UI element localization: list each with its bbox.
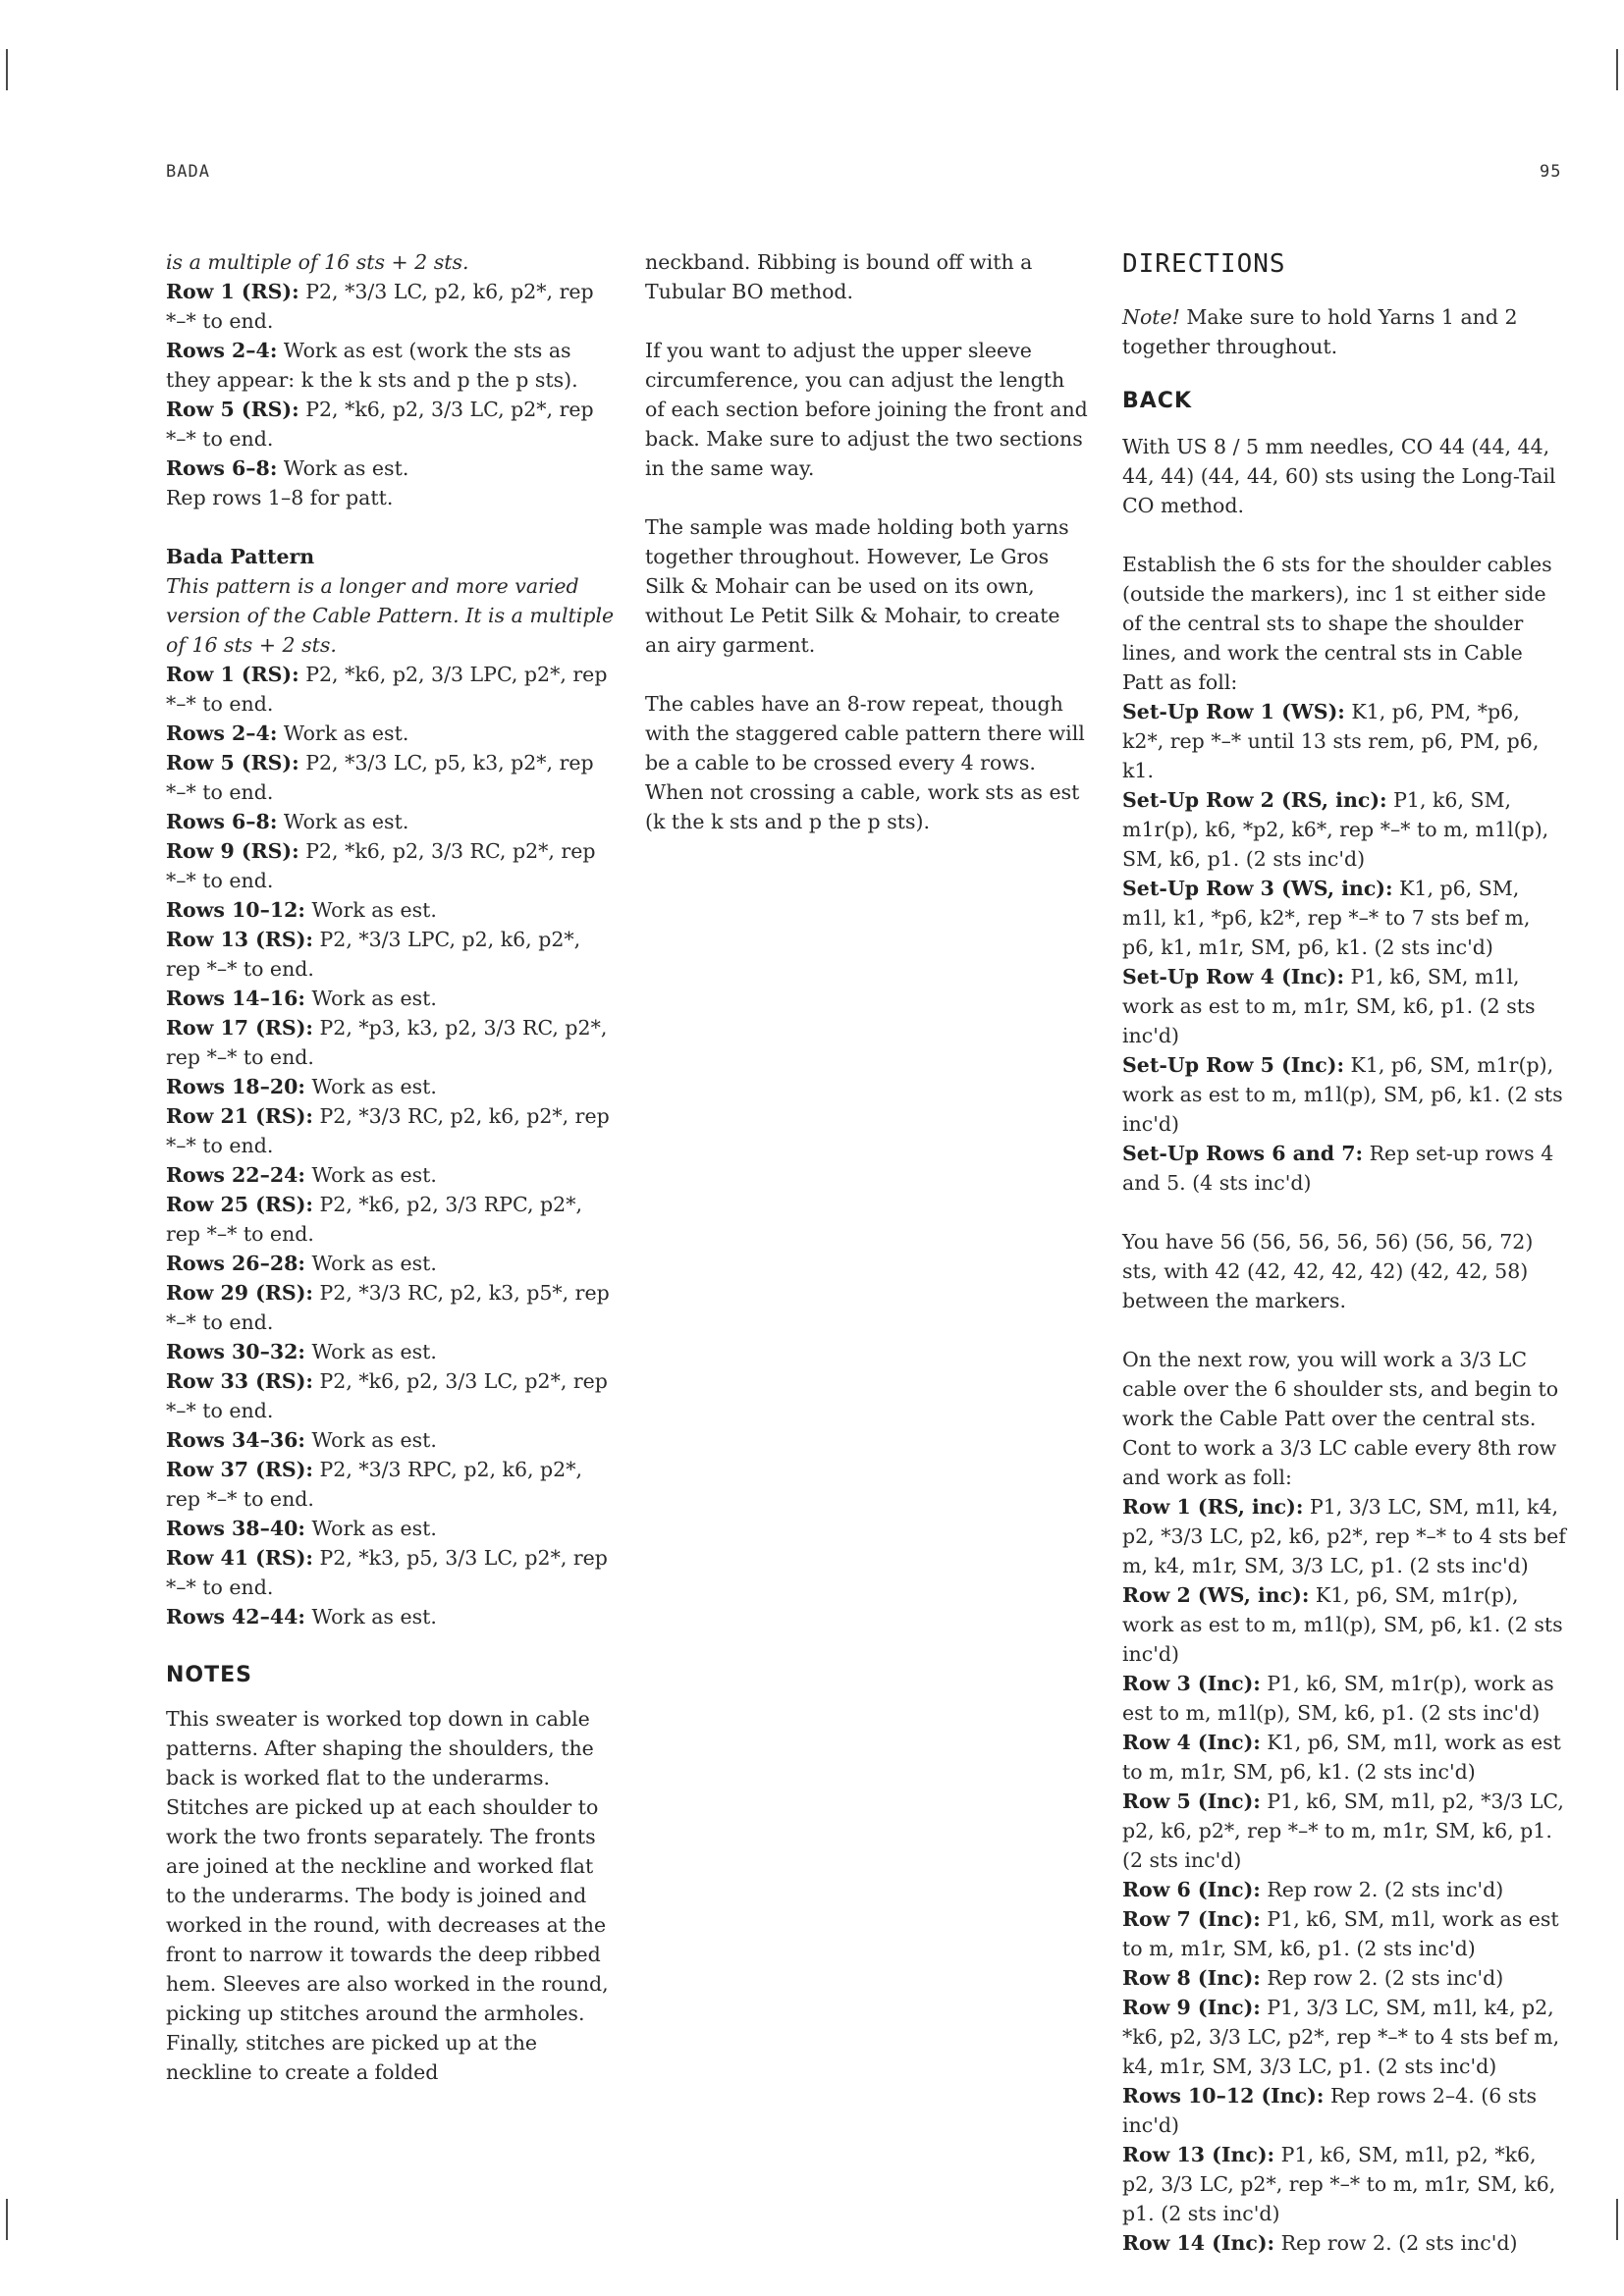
pattern-row: Row 5 (RS): P2, *3/3 LC, p5, k3, p2*, rep *–* to end. xyxy=(166,751,594,804)
pattern-row: Set-Up Rows 6 and 7: Rep set-up rows 4 and 5. (4 sts inc'd) xyxy=(1122,1142,1554,1195)
pattern-row: Rows 42–44: Work as est. xyxy=(166,1605,437,1629)
pattern-row: Rows 26–28: Work as est. xyxy=(166,1252,437,1275)
pattern-row: Set-Up Row 4 (Inc): P1, k6, SM, m1l, work as est to m, m1r, SM, k6, p1. (2 sts inc'd) xyxy=(1122,965,1536,1047)
pattern-row: Row 7 (Inc): P1, k6, SM, m1l, work as est to m, m1r, SM, k6, p1. (2 sts inc'd) xyxy=(1122,1907,1559,1960)
pattern-row: Row 1 (RS): P2, *k6, p2, 3/3 LPC, p2*, rep *–* to end. xyxy=(166,663,608,716)
notes-yarn: The sample was made holding both yarns together throughout. However, Le Gros Silk & Mohair can be used on its own, without Le Petit Silk & Mohair, to create an airy garment. xyxy=(645,515,1069,657)
pattern-row: Row 33 (RS): P2, *k6, p2, 3/3 LC, p2*, rep *–* to end. xyxy=(166,1369,608,1422)
pattern-row: Row 13 (Inc): P1, k6, SM, m1l, p2, *k6, p2, 3/3 LC, p2*, rep *–* to m, m1r, SM, k6, p1. (2 sts inc'd) xyxy=(1122,2143,1556,2225)
column-3 xyxy=(1122,247,1566,2258)
cable-pattern-rows xyxy=(166,277,618,483)
pattern-row: Row 29 (RS): P2, *3/3 RC, p2, k3, p5*, rep *–* to end. xyxy=(166,1281,610,1334)
back-rows xyxy=(1122,1492,1566,2258)
pattern-row: Rows 22–24: Work as est. xyxy=(166,1163,437,1187)
notes-sleeve-adjust: If you want to adjust the upper sleeve circumference, you can adjust the length of each section before joining the front and back. Make sure to adjust the two sections in the same way. xyxy=(645,339,1088,480)
back-next-row: On the next row, you will work a 3/3 LC cable over the 6 shoulder sts, and begin to work the Cable Patt over the central sts. Cont to work a 3/3 LC cable every 8th row and work as foll: xyxy=(1122,1348,1559,1489)
pattern-row: Row 1 (RS, inc): P1, 3/3 LC, SM, m1l, k4, p2, *3/3 LC, p2, k6, p2*, rep *–* to 4 sts bef m, k4, m1r, SM, 3/3 LC, p1. (2 sts inc'd) xyxy=(1122,1495,1566,1577)
pattern-row: Rows 30–32: Work as est. xyxy=(166,1340,437,1363)
pattern-row: Row 14 (Inc): Rep row 2. (2 sts inc'd) xyxy=(1122,2231,1518,2255)
pattern-row: Row 4 (Inc): K1, p6, SM, m1l, work as est to m, m1r, SM, p6, k1. (2 sts inc'd) xyxy=(1122,1731,1561,1784)
pattern-row: Row 9 (Inc): P1, 3/3 LC, SM, m1l, k4, p2, *k6, p2, 3/3 LC, p2*, rep *–* to 4 sts bef m, k4, m1r, SM, 3/3 LC, p1. (2 sts inc'd) xyxy=(1122,1996,1560,2078)
pattern-row: Rows 14–16: Work as est. xyxy=(166,987,437,1010)
pattern-row: Set-Up Row 2 (RS, inc): P1, k6, SM, m1r(p), k6, *p2, k6*, rep *–* to m, m1l(p), SM, k6, p1. (2 sts inc'd) xyxy=(1122,788,1549,871)
column-2 xyxy=(645,247,1089,836)
pattern-row: Set-Up Row 5 (Inc): K1, p6, SM, m1r(p), work as est to m, m1l(p), SM, p6, k1. (2 sts inc'd) xyxy=(1122,1053,1563,1136)
back-stitch-count: You have 56 (56, 56, 56, 56) (56, 56, 72) sts, with 42 (42, 42, 42, 42) (42, 42, 58) between the markers. xyxy=(1122,1230,1534,1312)
pattern-row: Row 37 (RS): P2, *3/3 RPC, p2, k6, p2*, rep *–* to end. xyxy=(166,1458,582,1511)
pattern-row: Set-Up Row 3 (WS, inc): K1, p6, SM, m1l, k1, *p6, k2*, rep *–* to 7 sts bef m, p6, k1, m1r, SM, p6, k1. (2 sts inc'd) xyxy=(1122,877,1531,959)
directions-note: Note! Make sure to hold Yarns 1 and 2 together throughout. xyxy=(1122,305,1518,358)
notes-text: This sweater is worked top down in cable patterns. After shaping the shoulders, the back is worked flat to the underarms. Stitches are picked up at each shoulder to work the two fronts separately. The fronts are joined at the neckline and worked flat to the underarms. The body is joined and worked in the round, with decreases at the front to narrow it towards the deep ribbed hem. Sleeves are also worked in the round, picking up stitches around the armholes. Finally, stitches are picked up at the neckline to create a folded xyxy=(166,1707,609,2084)
running-head-title: BADA xyxy=(166,162,210,182)
bada-pattern-title: Bada Pattern xyxy=(166,545,315,568)
pattern-row: Set-Up Row 1 (WS): K1, p6, PM, *p6, k2*, rep *–* until 13 sts rem, p6, PM, p6, k1. xyxy=(1122,700,1540,782)
pattern-row: Row 17 (RS): P2, *p3, k3, p2, 3/3 RC, p2*, rep *–* to end. xyxy=(166,1016,608,1069)
pattern-row: Row 21 (RS): P2, *3/3 RC, p2, k6, p2*, rep *–* to end. xyxy=(166,1104,610,1157)
pattern-row: Rows 10–12: Work as est. xyxy=(166,898,437,922)
pattern-row: Row 5 (RS): P2, *k6, p2, 3/3 LC, p2*, rep *–* to end. xyxy=(166,398,594,451)
pattern-row: Rows 34–36: Work as est. xyxy=(166,1428,437,1452)
setup-rows xyxy=(1122,697,1566,1198)
directions-heading: DIRECTIONS xyxy=(1122,249,1286,279)
pattern-row: Rows 6–8: Work as est. xyxy=(166,810,409,833)
pattern-row: Row 8 (Inc): Rep row 2. (2 sts inc'd) xyxy=(1122,1966,1504,1990)
pattern-row: Rows 10–12 (Inc): Rep rows 2–4. (6 sts inc'd) xyxy=(1122,2084,1538,2137)
pattern-row: Row 5 (Inc): P1, k6, SM, m1l, p2, *3/3 LC, p2, k6, p2*, rep *–* to m, m1r, SM, k6, p1. (2 sts inc'd) xyxy=(1122,1789,1564,1872)
pattern-row: Row 41 (RS): P2, *k3, p5, 3/3 LC, p2*, rep *–* to end. xyxy=(166,1546,608,1599)
crop-mark-top-right xyxy=(1616,49,1618,90)
column-1 xyxy=(166,247,618,2087)
pattern-row: Row 6 (Inc): Rep row 2. (2 sts inc'd) xyxy=(1122,1878,1504,1901)
pattern-row: Row 3 (Inc): P1, k6, SM, m1r(p), work as est to m, m1l(p), SM, k6, p1. (2 sts inc'd) xyxy=(1122,1672,1554,1725)
pattern-row: Row 1 (RS): P2, *3/3 LC, p2, k6, p2*, rep *–* to end. xyxy=(166,280,594,333)
cable-pattern-intro: is a multiple of 16 sts + 2 sts. xyxy=(166,250,469,274)
pattern-row: Rows 18–20: Work as est. xyxy=(166,1075,437,1098)
pattern-row: Row 9 (RS): P2, *k6, p2, 3/3 RC, p2*, rep *–* to end. xyxy=(166,839,596,892)
page-number: 95 xyxy=(1540,162,1562,182)
bada-pattern-description: This pattern is a longer and more varied version of the Cable Pattern. It is a multiple of 16 sts + 2 sts. xyxy=(166,574,615,657)
notes-cables: The cables have an 8-row repeat, though with the staggered cable pattern there will be a cable to be crossed every 4 rows. When not crossing a cable, work sts as est (k the k sts and p the p sts). xyxy=(645,692,1085,833)
pattern-row: Row 2 (WS, inc): K1, p6, SM, m1r(p), work as est to m, m1l(p), SM, p6, k1. (2 sts inc'd) xyxy=(1122,1583,1563,1666)
pattern-row: Rows 2–4: Work as est (work the sts as they appear: k the k sts and p the p sts). xyxy=(166,339,578,392)
pattern-row: Row 13 (RS): P2, *3/3 LPC, p2, k6, p2*, rep *–* to end. xyxy=(166,928,581,981)
pattern-row: Rows 38–40: Work as est. xyxy=(166,1517,437,1540)
back-cast-on: With US 8 / 5 mm needles, CO 44 (44, 44, 44, 44) (44, 44, 60) sts using the Long-Tail CO method. xyxy=(1122,435,1556,517)
pattern-row: Row 25 (RS): P2, *k6, p2, 3/3 RPC, p2*, rep *–* to end. xyxy=(166,1193,582,1246)
crop-mark-bottom-right xyxy=(1616,2199,1618,2240)
cable-pattern-repeat: Rep rows 1–8 for patt. xyxy=(166,486,394,509)
back-establish: Establish the 6 sts for the shoulder cables (outside the markers), inc 1 st either side of the central sts to shape the shoulder lines, and work the central sts in Cable Patt as foll: xyxy=(1122,553,1552,694)
bada-pattern-rows xyxy=(166,660,618,1631)
notes-heading: NOTES xyxy=(166,1663,252,1687)
pattern-row: Rows 6–8: Work as est. xyxy=(166,456,409,480)
crop-mark-top-left xyxy=(6,49,8,90)
crop-mark-bottom-left xyxy=(6,2199,8,2240)
back-heading: BACK xyxy=(1122,389,1192,413)
notes-text-continued: neckband. Ribbing is bound off with a Tubular BO method. xyxy=(645,250,1033,303)
pattern-row: Rows 2–4: Work as est. xyxy=(166,721,409,745)
